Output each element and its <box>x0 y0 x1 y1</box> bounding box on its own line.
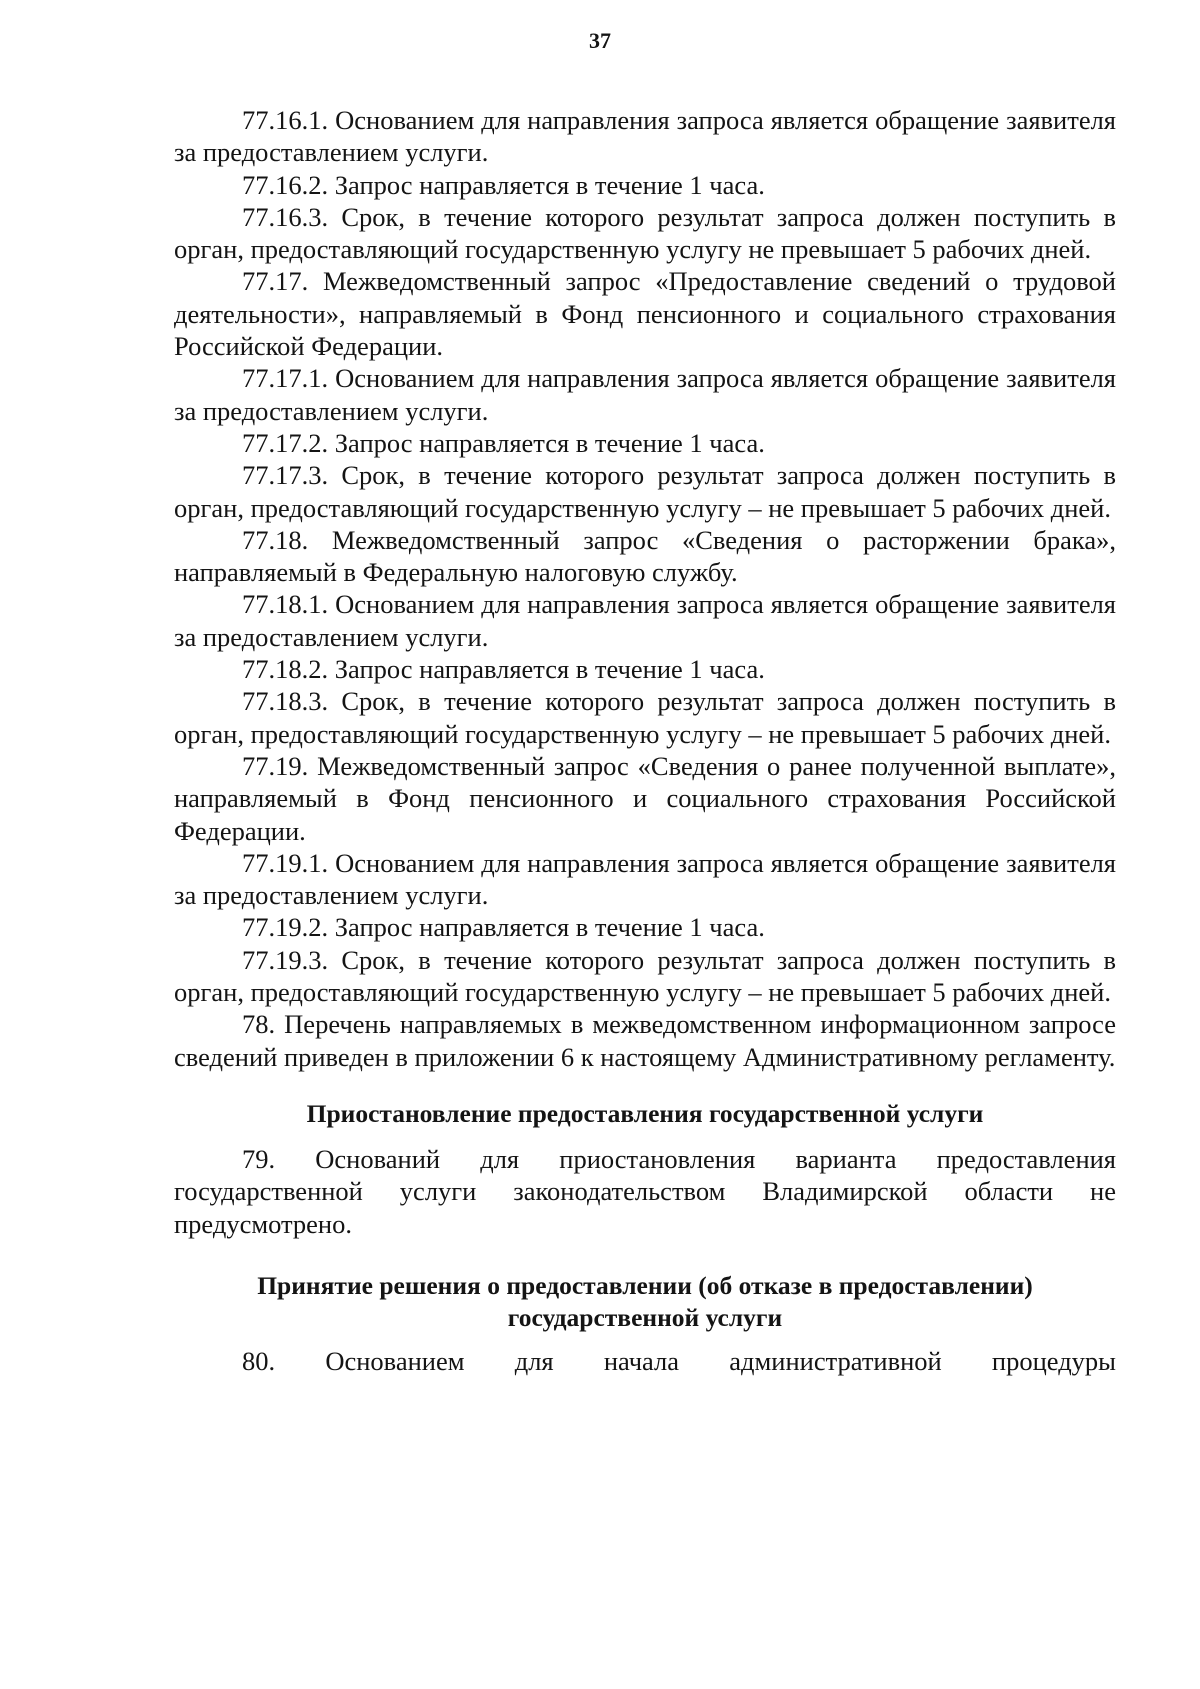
paragraph-77-16-1: 77.16.1. Основанием для направления запроса является обращение заявителя за предоставлением услуги. <box>174 105 1116 168</box>
paragraph-80: 80. Основанием для начала административной процедуры <box>242 1345 1116 1376</box>
paragraph-77-19: 77.19. Межведомственный запрос «Сведения о ранее полученной выплате», направляемый в Фонд пенсионного и социального страхования Российской Федерации. <box>174 750 1116 846</box>
paragraph-77-19-1: 77.19.1. Основанием для направления запроса является обращение заявителя за предоставлением услуги. <box>174 847 1116 911</box>
paragraph-77-16-2: 77.16.2. Запрос направляется в течение 1 часа. <box>242 169 765 200</box>
paragraph-77-19-3: 77.19.3. Срок, в течение которого результат запроса должен поступить в орган, предоставляющий государственную услугу – не превышает 5 рабочих дней. <box>174 944 1116 1008</box>
paragraph-77-16-3: 77.16.3. Срок, в течение которого результат запроса должен поступить в орган, предоставляющий государственную услугу не превышает 5 рабочих дней. <box>174 201 1116 265</box>
paragraph-78: 78. Перечень направляемых в межведомственном информационном запросе сведений приведен в приложении 6 к настоящему Административному регламенту. <box>174 1009 1116 1072</box>
paragraph-77-18-1: 77.18.1. Основанием для направления запроса является обращение заявителя за предоставлением услуги. <box>174 589 1116 652</box>
paragraph-79: 79. Оснований для приостановления варианта предоставления государственной услуги законодательством Владимирской области не предусмотрено. <box>174 1143 1116 1239</box>
page-number: 37 <box>589 28 611 53</box>
paragraph-77-17-1: 77.17.1. Основанием для направления запроса является обращение заявителя за предоставлением услуги. <box>174 363 1116 426</box>
paragraph-77-18: 77.18. Межведомственный запрос «Сведения о расторжении брака», направляемый в Федеральную налоговую службу. <box>174 524 1116 588</box>
paragraph-77-17: 77.17. Межведомственный запрос «Предоставление сведений о трудовой деятельности», направляемый в Фонд пенсионного и социального страхования Российской Федерации. <box>174 266 1116 362</box>
document-body <box>174 104 1116 1377</box>
paragraph-77-19-2: 77.19.2. Запрос направляется в течение 1 часа. <box>242 912 765 943</box>
paragraph-77-18-3: 77.18.3. Срок, в течение которого результат запроса должен поступить в орган, предоставляющий государственную услугу – не превышает 5 рабочих дней. <box>174 686 1116 749</box>
paragraph-77-17-2: 77.17.2. Запрос направляется в течение 1 часа. <box>242 427 765 458</box>
paragraph-77-17-3: 77.17.3. Срок, в течение которого результат запроса должен поступить в орган, предоставляющий государственную услугу – не превышает 5 рабочих дней. <box>174 460 1116 523</box>
section-heading-decision: Принятие решения о предоставлении (об отказе в предоставлении) государственной услуги <box>257 1270 1033 1332</box>
paragraph-77-18-2: 77.18.2. Запрос направляется в течение 1 часа. <box>242 654 765 685</box>
section-heading-suspension: Приостановление предоставления государственной услуги <box>306 1098 984 1128</box>
